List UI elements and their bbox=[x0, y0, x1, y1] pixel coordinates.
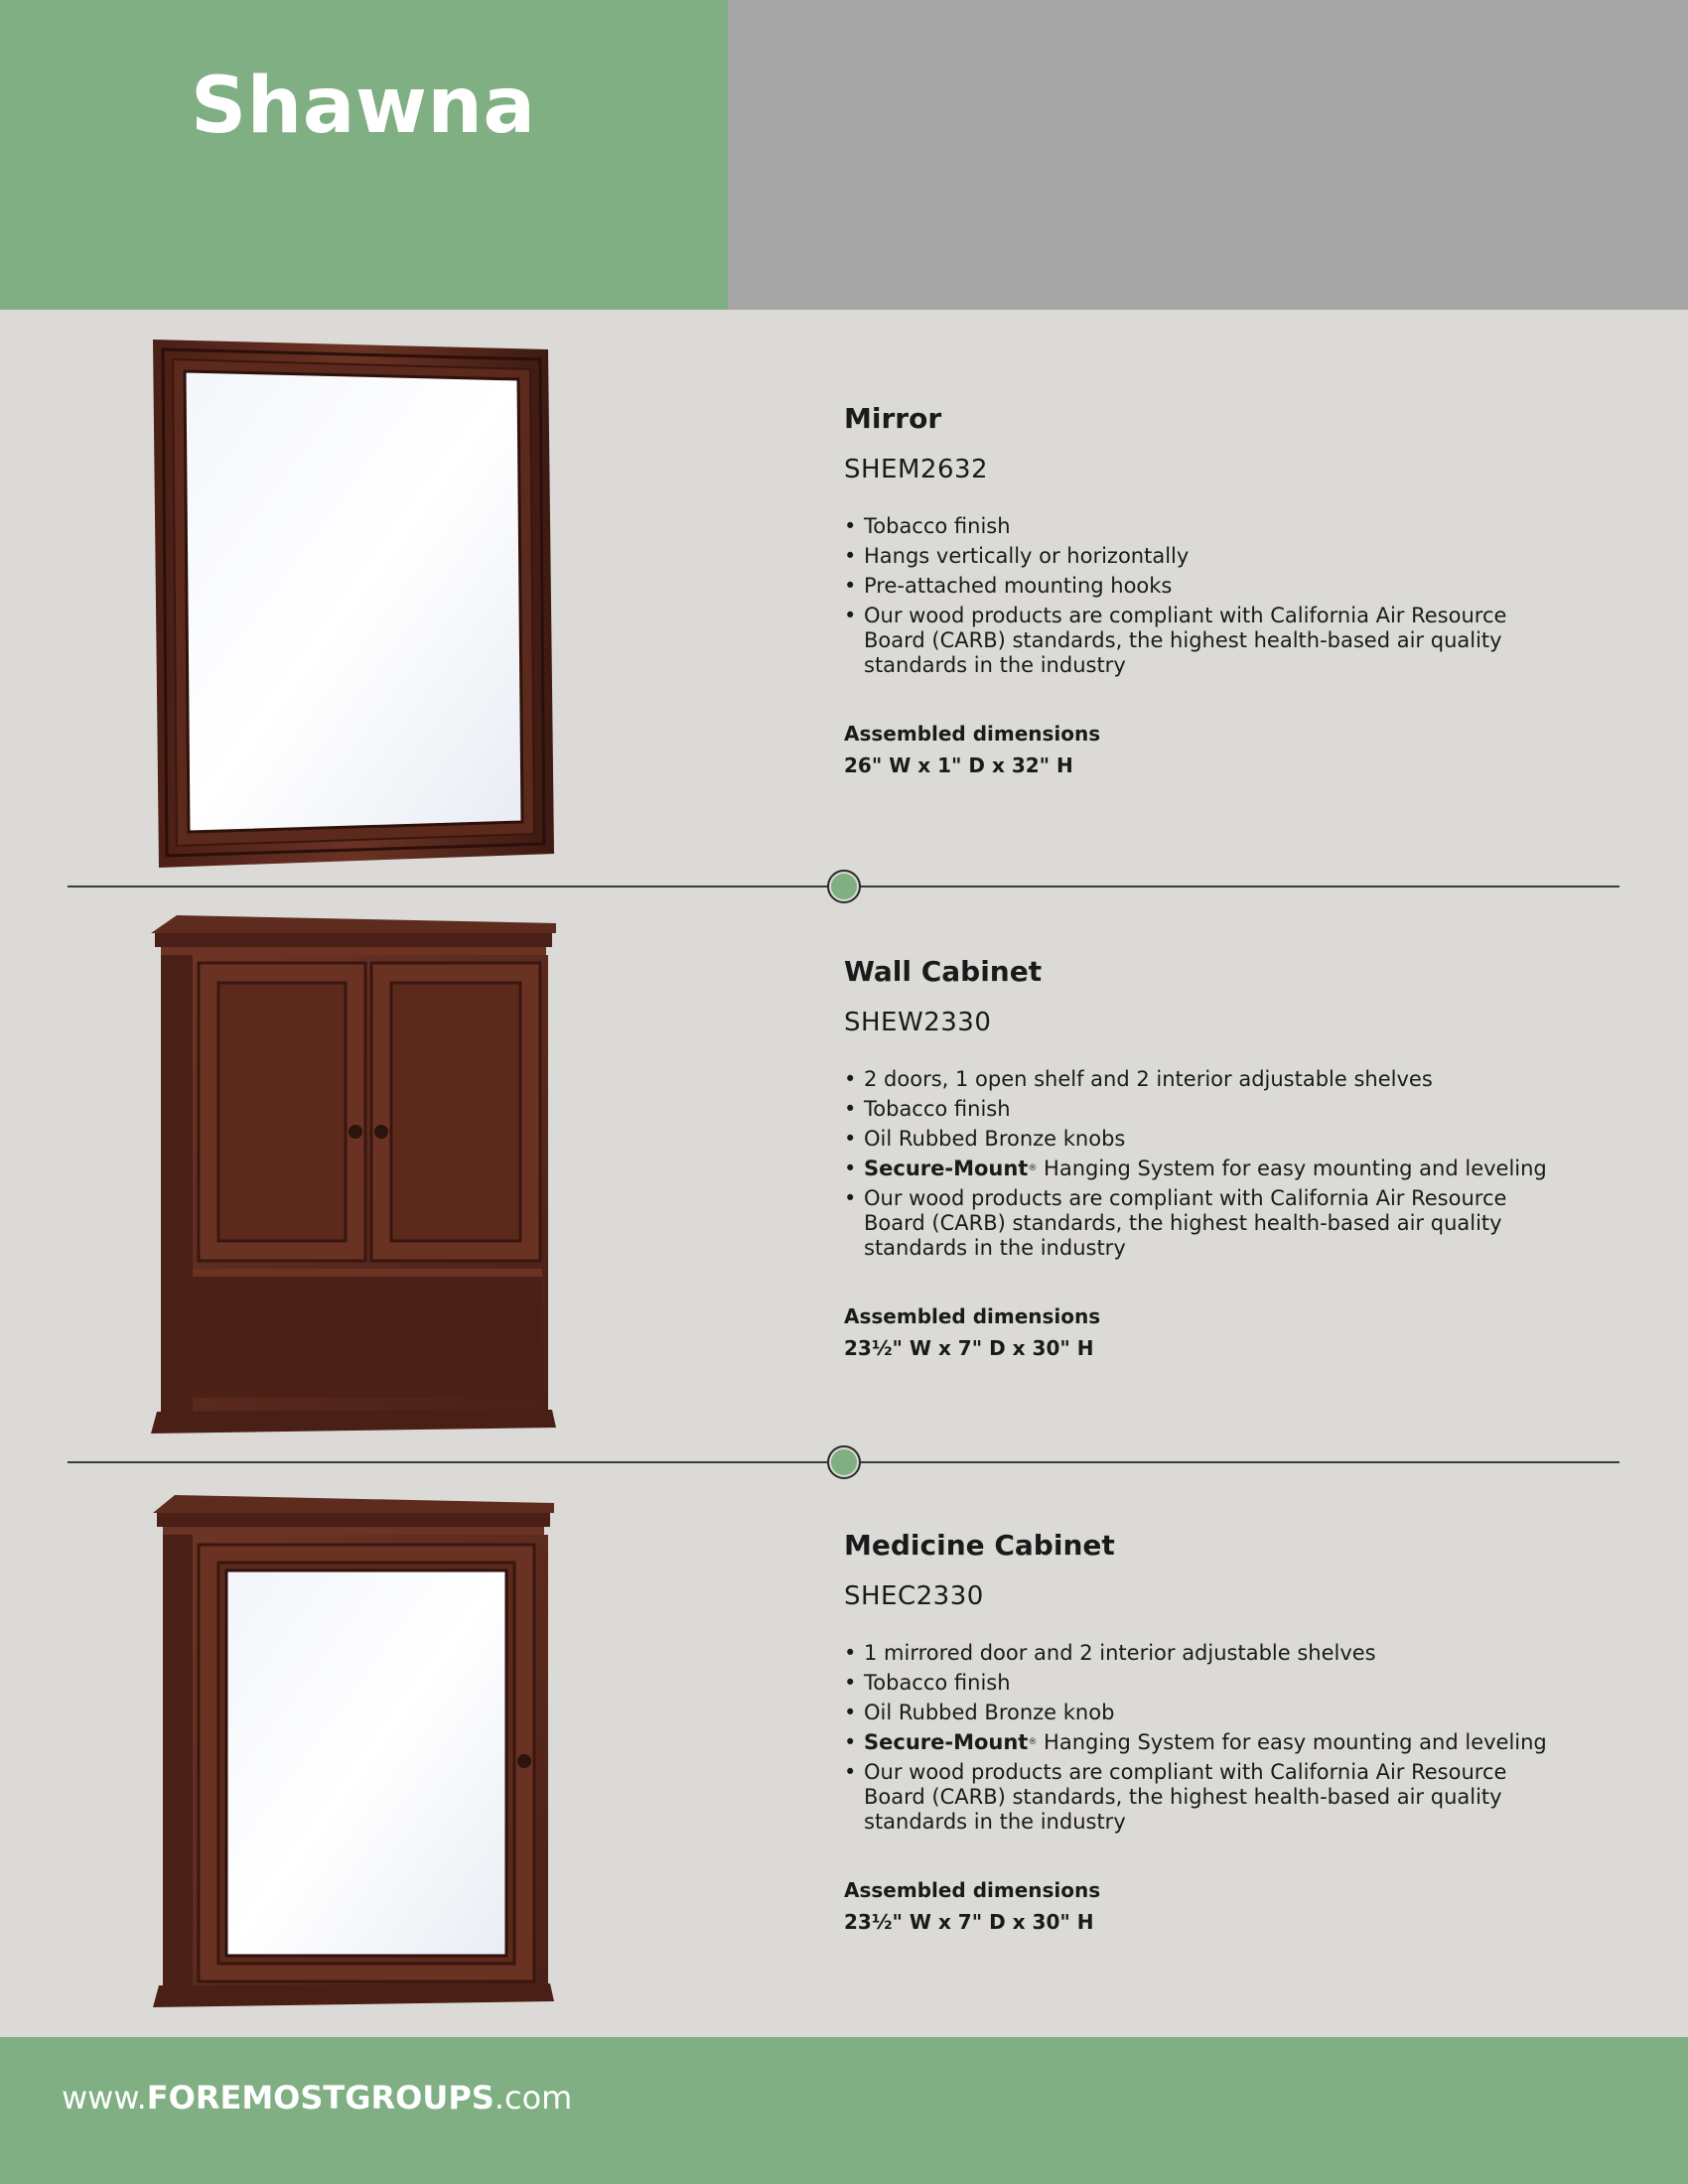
secure-mount-brand: Secure-Mount bbox=[864, 1730, 1029, 1754]
dimensions-value: 23½" W x 7" D x 30" H bbox=[844, 1910, 1094, 1934]
registered-mark: ® bbox=[1028, 1737, 1038, 1747]
feature-text: Hanging System for easy mounting and leveling bbox=[1044, 1157, 1547, 1180]
header-green-panel bbox=[0, 0, 728, 310]
medicine-cabinet-image bbox=[149, 1495, 556, 2011]
product-info bbox=[844, 1529, 1559, 1934]
product-medicine-cabinet bbox=[0, 1489, 1688, 2025]
feature-item: • 1 mirrored door and 2 interior adjustable shelves bbox=[844, 1641, 1559, 1666]
secure-mount-brand: Secure-Mount bbox=[864, 1157, 1029, 1180]
product-mirror bbox=[0, 328, 1688, 864]
product-wall-cabinet bbox=[0, 911, 1688, 1447]
dimensions-label: Assembled dimensions bbox=[844, 722, 1101, 746]
feature-item: • Hangs vertically or horizontally bbox=[844, 544, 1559, 569]
product-sku: SHEM2632 bbox=[844, 455, 989, 484]
mirror-image bbox=[149, 338, 566, 868]
product-info bbox=[844, 402, 1559, 777]
url-prefix: www. bbox=[62, 2079, 147, 2116]
feature-item bbox=[844, 1157, 1559, 1181]
feature-item: • Our wood products are compliant with California Air Resource Board (CARB) standards, the highest health-based air quality standards in the industry bbox=[844, 1186, 1559, 1261]
feature-item: • Our wood products are compliant with California Air Resource Board (CARB) standards, the highest health-based air quality standards in the industry bbox=[844, 1760, 1559, 1835]
divider-dot-icon bbox=[827, 1445, 861, 1479]
product-name: Mirror bbox=[844, 402, 942, 435]
product-sku: SHEW2330 bbox=[844, 1008, 992, 1037]
dimensions-label: Assembled dimensions bbox=[844, 1304, 1101, 1328]
feature-item: • Oil Rubbed Bronze knob bbox=[844, 1701, 1559, 1725]
feature-item bbox=[844, 1730, 1559, 1755]
divider-dot-icon bbox=[827, 870, 861, 903]
feature-item: • Pre-attached mounting hooks bbox=[844, 574, 1559, 599]
dimensions-label: Assembled dimensions bbox=[844, 1878, 1101, 1902]
feature-item: • Oil Rubbed Bronze knobs bbox=[844, 1127, 1559, 1152]
registered-mark: ® bbox=[1028, 1163, 1038, 1173]
dimensions-value: 23½" W x 7" D x 30" H bbox=[844, 1336, 1094, 1360]
feature-list bbox=[844, 1067, 1559, 1261]
website-link[interactable] bbox=[62, 2079, 572, 2116]
product-info bbox=[844, 955, 1559, 1360]
feature-list bbox=[844, 1641, 1559, 1835]
product-name: Wall Cabinet bbox=[844, 955, 1043, 988]
feature-item: • 2 doors, 1 open shelf and 2 interior adjustable shelves bbox=[844, 1067, 1559, 1092]
dimensions-value: 26" W x 1" D x 32" H bbox=[844, 753, 1073, 777]
header bbox=[0, 0, 1688, 310]
page-title: Shawna bbox=[191, 62, 536, 151]
wall-cabinet-image bbox=[147, 915, 560, 1437]
feature-list bbox=[844, 514, 1559, 678]
feature-item: • Tobacco finish bbox=[844, 514, 1559, 539]
header-gray-panel bbox=[728, 0, 1688, 310]
url-brand: FOREMOSTGROUPS bbox=[146, 2079, 494, 2116]
feature-text: Hanging System for easy mounting and leveling bbox=[1044, 1730, 1547, 1754]
footer bbox=[0, 2037, 1688, 2184]
feature-item: • Tobacco finish bbox=[844, 1671, 1559, 1696]
product-name: Medicine Cabinet bbox=[844, 1529, 1115, 1562]
feature-item: • Our wood products are compliant with California Air Resource Board (CARB) standards, the highest health-based air quality standards in the industry bbox=[844, 604, 1559, 678]
url-suffix: .com bbox=[493, 2079, 573, 2116]
feature-item: • Tobacco finish bbox=[844, 1097, 1559, 1122]
product-sku: SHEC2330 bbox=[844, 1581, 984, 1611]
